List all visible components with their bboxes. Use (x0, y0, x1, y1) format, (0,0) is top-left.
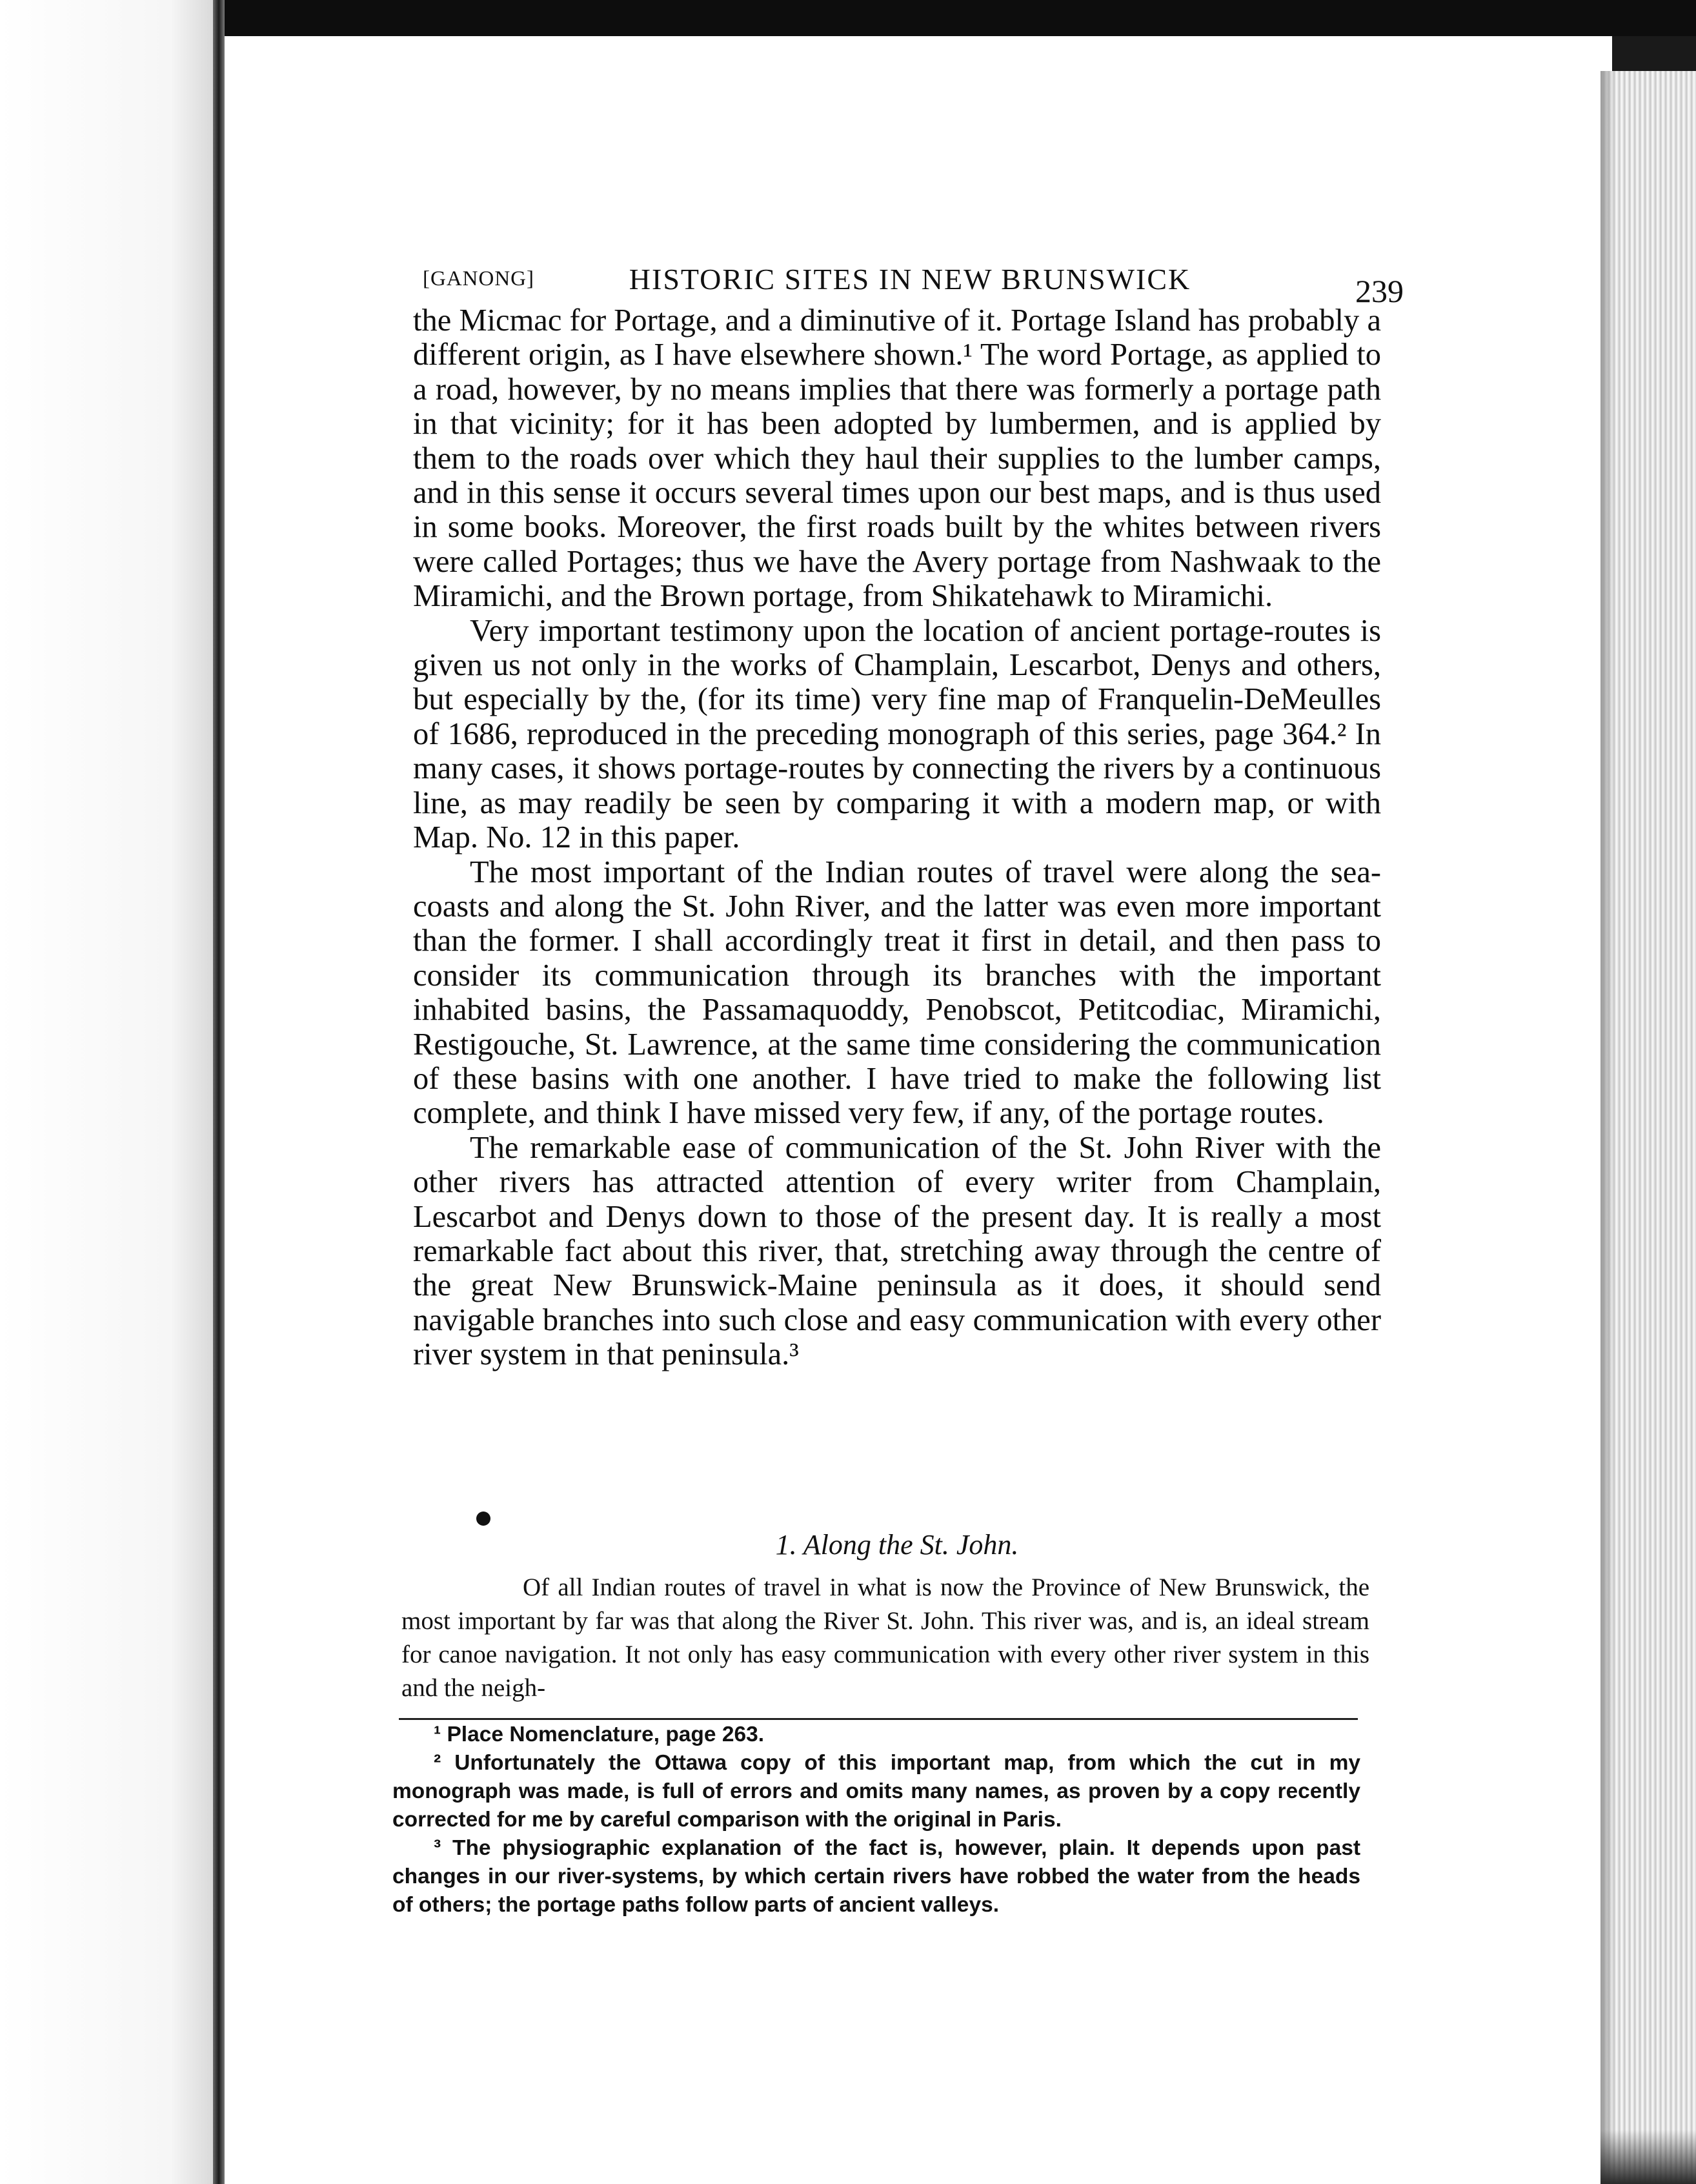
section-heading: 1. Along the St. John. (775, 1529, 1019, 1561)
running-head-author: [GANONG] (423, 267, 534, 290)
footnote-rule (399, 1718, 1358, 1720)
running-head-title: HISTORIC SITES IN NEW BRUNSWICK (629, 263, 1191, 296)
facing-page-left (0, 0, 213, 2184)
running-head (423, 258, 1404, 309)
page-number: 239 (1355, 273, 1404, 309)
section-text (401, 1571, 1369, 1705)
ink-blot (476, 1512, 490, 1526)
paragraph: The most important of the Indian routes of travel were along the sea-coasts and along the St. John River, and the latter was even more important than the former. I shall accordingly treat it first in detail, and then pass to consider its communication through its branches with the important inhabited basins, the Passamaquoddy, Penobscot, Petitcodiac, Miramichi, Restigouche, St. Lawrence, at the same time considering the communication of these basins with one another. I have tried to make the following list complete, and think I have missed very few, if any, of the portage routes. (413, 854, 1381, 1131)
page-bottom-shadow (1600, 2130, 1696, 2184)
page-edges-shade (1600, 71, 1615, 2184)
footnote: ¹ Place Nomenclature, page 263. (434, 1723, 765, 1746)
paragraph: Very important testimony upon the location of ancient portage-routes is given us not only in the works of Champlain, Lescarbot, Denys and others, but especially by the, (for its time) very fine map of Franquelin-DeMeulles of 1686, reproduced in the preceding monograph of this series, page 364.² In many cases, it shows portage-routes by connecting the rivers by a continuous line, as may readily be seen by comparing it with a modern map, or with Map. No. 12 in this paper. (413, 613, 1381, 855)
footnote: ³ The physiographic explanation of the fact is, however, plain. It depends upon past changes in our river-systems, by which certain rivers have robbed the water from the heads of others; the portage paths follow parts of ancient valleys. (392, 1836, 1360, 1917)
paragraph: the Micmac for Portage, and a diminutive of it. Portage Island has probably a different origin, as I have elsewhere shown.¹ The word Portage, as applied to a road, however, by no means implies that there was formerly a portage path in that vicinity; for it has been adopted by lumbermen, and is applied by them to the roads over which they haul their supplies to the lumber camps, and in this sense it occurs several times upon our best maps, and is thus used in some books. Moreover, the first roads built by the whites between rivers were called Portages; thus we have the Avery portage from Nashwaak to the Miramichi, and the Brown portage, from Shikatehawk to Miramichi. (413, 303, 1381, 614)
footnotes (392, 1721, 1360, 1919)
page-edges (1600, 71, 1696, 2184)
section-paragraph: Of all Indian routes of travel in what is now the Province of New Brunswick, the most important by far was that along the River St. John. This river was, and is, an ideal stream for canoe navigation. It not only has easy communication with every other river system in this and the neigh- (401, 1573, 1369, 1702)
paragraph: The remarkable ease of communication of the St. John River with the other rivers has attracted attention of every writer from Champlain, Lescarbot and Denys down to those of the present day. It is really a most remarkable fact about this river, that, stretching away through the centre of the great New Brunswick-Maine peninsula as it does, it should send navigable branches into such close and easy communication with every other river system in that peninsula.³ (413, 1130, 1381, 1372)
scan-top-shadow (0, 0, 1696, 36)
footnote: ² Unfortunately the Ottawa copy of this important map, from which the cut in my monograph was made, is full of errors and omits many names, as proven by a copy recently corrected for me by careful comparison with the original in Paris. (392, 1751, 1360, 1832)
body-text (413, 303, 1381, 1372)
book-gutter (213, 0, 225, 2184)
